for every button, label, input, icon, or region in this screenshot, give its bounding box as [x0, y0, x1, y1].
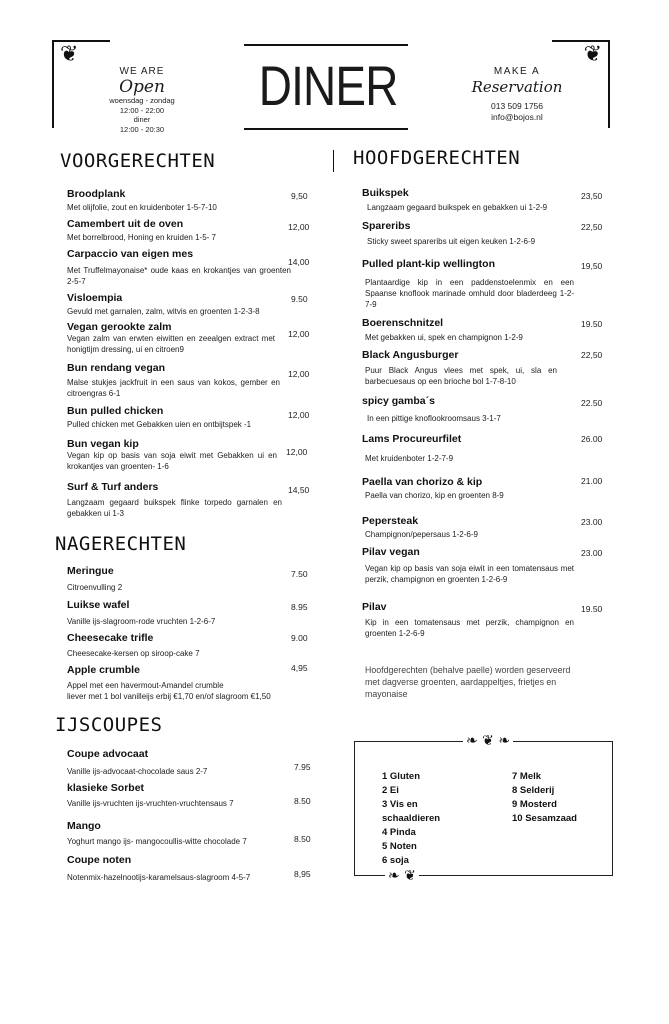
- item-price: 23.00: [581, 517, 603, 527]
- item-price: 14,50: [288, 485, 310, 495]
- menu-item: [67, 321, 275, 355]
- allergen-item: 6 soja: [382, 855, 409, 866]
- item-price: 19.50: [581, 319, 603, 329]
- item-name: Bun rendang vegan: [67, 362, 166, 374]
- item-price: 14,00: [288, 257, 310, 267]
- item-name: Cheesecake trifle: [67, 632, 154, 644]
- menu-item: [67, 565, 282, 593]
- item-name: Bun vegan kip: [67, 438, 139, 450]
- menu-item: [67, 218, 282, 243]
- item-name: Vegan gerookte zalm: [67, 321, 172, 333]
- item-price: 12,00: [288, 410, 310, 420]
- item-name: Pepersteak: [362, 515, 419, 527]
- item-price: 8,95: [294, 869, 311, 879]
- item-description: Langzaam gegaard buikspek en gebakken ui 1-2-9: [367, 203, 548, 212]
- menu-item: [362, 433, 580, 464]
- item-name: Coupe noten: [67, 854, 132, 866]
- vine-ornament-icon: ❧ ❦: [385, 868, 419, 884]
- item-description: Vanille ijs-slagroom-rode vruchten 1-2-6-7: [67, 617, 216, 626]
- item-name: Boerenschnitzel: [362, 317, 444, 329]
- opening-days: woensdag - zondag: [109, 96, 175, 105]
- item-name: Visloempia: [67, 292, 123, 304]
- item-description: In een pittige knoflookroomsaus 3-1-7: [367, 414, 501, 423]
- menu-item: [362, 317, 580, 343]
- menu-item: [362, 349, 557, 387]
- item-description: Malse stukjes jackfruit in een saus van kokos, gember en citroengras 6-1: [67, 378, 280, 398]
- allergen-item: 8 Selderij: [512, 785, 555, 796]
- menu-item: [67, 292, 282, 317]
- item-description: Vanille ijs-vruchten ijs-vruchten-vruchtensaus 7: [67, 799, 234, 808]
- item-description: Met borrelbrood, Honing en kruiden 1-5- 7: [67, 233, 216, 242]
- opening-hours: [92, 66, 192, 134]
- item-description: Champignon/pepersaus 1-2-6-9: [365, 530, 478, 539]
- item-name: Broodplank: [67, 188, 126, 200]
- phone-number[interactable]: 013 509 1756: [491, 101, 543, 111]
- section-title-nagerechten: NAGERECHTEN: [55, 533, 187, 555]
- item-description: Langzaam gegaard buikspek flinke torpedo garnalen en gebakken ui 1-3: [67, 498, 282, 518]
- item-description: Plantaardige kip in een paddenstoelenmix en een Spaanse knoflook marinade omhuld door bladerdeeg 1-2-7-9: [365, 278, 574, 309]
- item-price: 22,50: [581, 222, 603, 232]
- item-name: Carpaccio van eigen mes: [67, 248, 194, 260]
- menu-item: [362, 515, 580, 540]
- menu-item: [67, 438, 277, 472]
- item-description: Puur Black Angus vlees met spek, ui, sla en barbecuesaus op een brioche bol 1-7-8-10: [365, 366, 557, 386]
- item-price: 4,95: [291, 663, 308, 673]
- menu-item: [362, 220, 580, 247]
- item-price: 12,00: [288, 369, 310, 379]
- section-title-hoofdgerechten: HOOFDGERECHTEN: [353, 147, 521, 169]
- item-description: Paella van chorizo, kip en groenten 8-9: [365, 491, 504, 500]
- menu-item: [362, 395, 580, 424]
- allergen-list-left: [382, 770, 440, 868]
- item-price: 9,50: [291, 191, 308, 201]
- title-rule-top: [244, 44, 408, 46]
- item-name: Luikse wafel: [67, 599, 130, 611]
- allergen-item: 10 Sesamzaad: [512, 813, 577, 824]
- item-description: Met kruidenboter 1-2-7-9: [365, 454, 454, 463]
- menu-item: [67, 188, 282, 213]
- menu-item: [67, 664, 307, 702]
- menu-item: [362, 476, 580, 501]
- title-rule-bottom: [244, 128, 408, 130]
- item-name: Spareribs: [362, 220, 411, 232]
- item-price: 22.50: [581, 398, 603, 408]
- item-description: Appel met een havermout-Amandel crumble: [67, 681, 224, 690]
- we-are-label: WE ARE: [119, 66, 165, 77]
- menu-item: [362, 258, 574, 310]
- allergen-item: 2 Ei: [382, 785, 399, 796]
- item-price: 9.00: [291, 633, 308, 643]
- item-name: Black Angusburger: [362, 349, 459, 361]
- allergen-item: 3 Vis en: [382, 799, 418, 810]
- item-name: Bun pulled chicken: [67, 405, 164, 417]
- allergen-item: schaaldieren: [382, 813, 441, 824]
- item-name: Camembert uit de oven: [67, 218, 184, 230]
- allergen-list-right: [512, 770, 577, 826]
- item-description: Met Truffelmayonaise* oude kaas en krokantjes van groenten 2-5-7: [67, 266, 291, 286]
- item-name: spicy gamba´s: [362, 395, 435, 407]
- item-description: Vanille ijs-advocaat-chocolade saus 2-7: [67, 767, 208, 776]
- menu-item: [67, 748, 282, 777]
- item-price: 21.00: [581, 476, 603, 486]
- item-name: Surf & Turf anders: [67, 481, 159, 493]
- menu-item: [67, 782, 287, 809]
- item-price: 8.95: [291, 602, 308, 612]
- item-price: 23,50: [581, 191, 603, 201]
- menu-item: [67, 820, 292, 847]
- section-title-ijscoupes: IJSCOUPES: [55, 714, 163, 736]
- item-name: klasieke Sorbet: [67, 782, 145, 794]
- page-title: DINER: [258, 54, 398, 117]
- item-price: 7.95: [294, 762, 311, 772]
- item-description: Citroenvulling 2: [67, 583, 123, 592]
- menu-item: [67, 405, 287, 430]
- item-name: Apple crumble: [67, 664, 140, 676]
- item-description: Yoghurt mango ijs- mangocoullis-witte chocolade 7: [67, 837, 247, 846]
- menu-item: [362, 601, 574, 639]
- item-name: Pilav vegan: [362, 546, 420, 558]
- reservation-block: [468, 66, 566, 123]
- item-description: Gevuld met garnalen, zalm, witvis en groenten 1-2-3-8: [67, 307, 260, 316]
- menu-item: [67, 481, 282, 519]
- reservation-label: Reservation: [471, 78, 563, 96]
- allergen-item: 9 Mosterd: [512, 799, 557, 810]
- allergen-item: 5 Noten: [382, 841, 417, 852]
- item-price: 7.50: [291, 569, 308, 579]
- menu-item: [67, 632, 282, 659]
- item-name: Lams Procureurfilet: [362, 433, 462, 445]
- item-price: 26.00: [581, 434, 603, 444]
- section-title-voorgerechten: VOORGERECHTEN: [60, 150, 216, 172]
- vine-ornament-icon: ❧ ❦ ❧: [463, 733, 513, 749]
- item-description: Vegan kip op basis van soja eiwit met Gebakken ui en krokantjes van groenten- 1-6: [67, 451, 277, 471]
- item-description: Vegan kip op basis van soja eiwit in een tomatensaus met perzik, champignon en groenten 1-2-6-9: [365, 564, 574, 584]
- opening-hours-2: 12:00 - 20:30: [119, 124, 165, 134]
- corner-line-side: [608, 40, 610, 128]
- menu-item: [67, 854, 292, 883]
- make-a-label: MAKE A: [493, 66, 541, 77]
- item-price: 23.00: [581, 548, 603, 558]
- item-description: Kip in een tomatensaus met perzik, champignon en groenten 1-2-6-9: [365, 618, 574, 638]
- item-price: 12,00: [286, 447, 308, 457]
- menu-item: [362, 187, 580, 213]
- item-description: Met olijfolie, zout en kruidenboter 1-5-7-10: [67, 203, 217, 212]
- item-description: Sticky sweet spareribs uit eigen keuken 1-2-6-9: [367, 237, 536, 246]
- item-price: 19.50: [581, 604, 603, 614]
- flourish-icon: ❦: [583, 42, 602, 67]
- item-price: 12,00: [288, 222, 310, 232]
- item-price: 9.50: [291, 294, 308, 304]
- menu-item: [67, 248, 291, 287]
- item-price: 8.50: [294, 796, 311, 806]
- email-address[interactable]: info@bojos.nl: [491, 112, 543, 122]
- item-name: Pilav: [362, 601, 387, 613]
- column-divider: [333, 150, 334, 172]
- item-description: Met gebakken ui, spek en champignon 1-2-9: [365, 333, 523, 342]
- item-description: Vegan zalm van erwten eiwitten en zeealgen extract met honigtijm dressing, ui en citroen9: [67, 334, 275, 354]
- item-price: 12,00: [288, 329, 310, 339]
- menu-item: [67, 362, 280, 399]
- item-price: 19,50: [581, 261, 603, 271]
- allergen-item: 4 Pinda: [382, 827, 416, 838]
- item-name: Buikspek: [362, 187, 409, 199]
- corner-line-side: [52, 40, 54, 128]
- item-name: Mango: [67, 820, 101, 832]
- opening-hours-1: 12:00 - 22:00: [119, 105, 165, 115]
- menu-item: [67, 599, 282, 627]
- item-name: Paella van chorizo & kip: [362, 476, 483, 488]
- menu-item: [362, 546, 574, 585]
- diner-label: diner: [133, 115, 151, 124]
- open-label: Open: [119, 77, 165, 97]
- item-price: 8.50: [294, 834, 311, 844]
- serving-note: Hoofdgerechten (behalve paelle) worden geserveerd met dagverse groenten, aardappeltjes, frietjes en mayonaise: [365, 665, 571, 699]
- allergen-item: 1 Gluten: [382, 771, 421, 782]
- item-name: Coupe advocaat: [67, 748, 149, 760]
- item-name: Meringue: [67, 565, 114, 577]
- item-description: Pulled chicken met Gebakken uien en ontbijtspek -1: [67, 420, 252, 429]
- item-name: Pulled plant-kip wellington: [362, 258, 495, 270]
- allergen-item: 7 Melk: [512, 771, 542, 782]
- item-description: Notenmix-hazelnootijs-karamelsaus-slagroom 4-5-7: [67, 873, 251, 882]
- item-description: Cheesecake-kersen op siroop-cake 7: [67, 649, 200, 658]
- allergen-legend: [354, 733, 613, 884]
- item-price: 22,50: [581, 350, 603, 360]
- item-description-extra: liever met 1 bol vanilleijs erbij €1,70 en/of slagroom €1,50: [67, 692, 271, 701]
- flourish-icon: ❦: [60, 42, 79, 67]
